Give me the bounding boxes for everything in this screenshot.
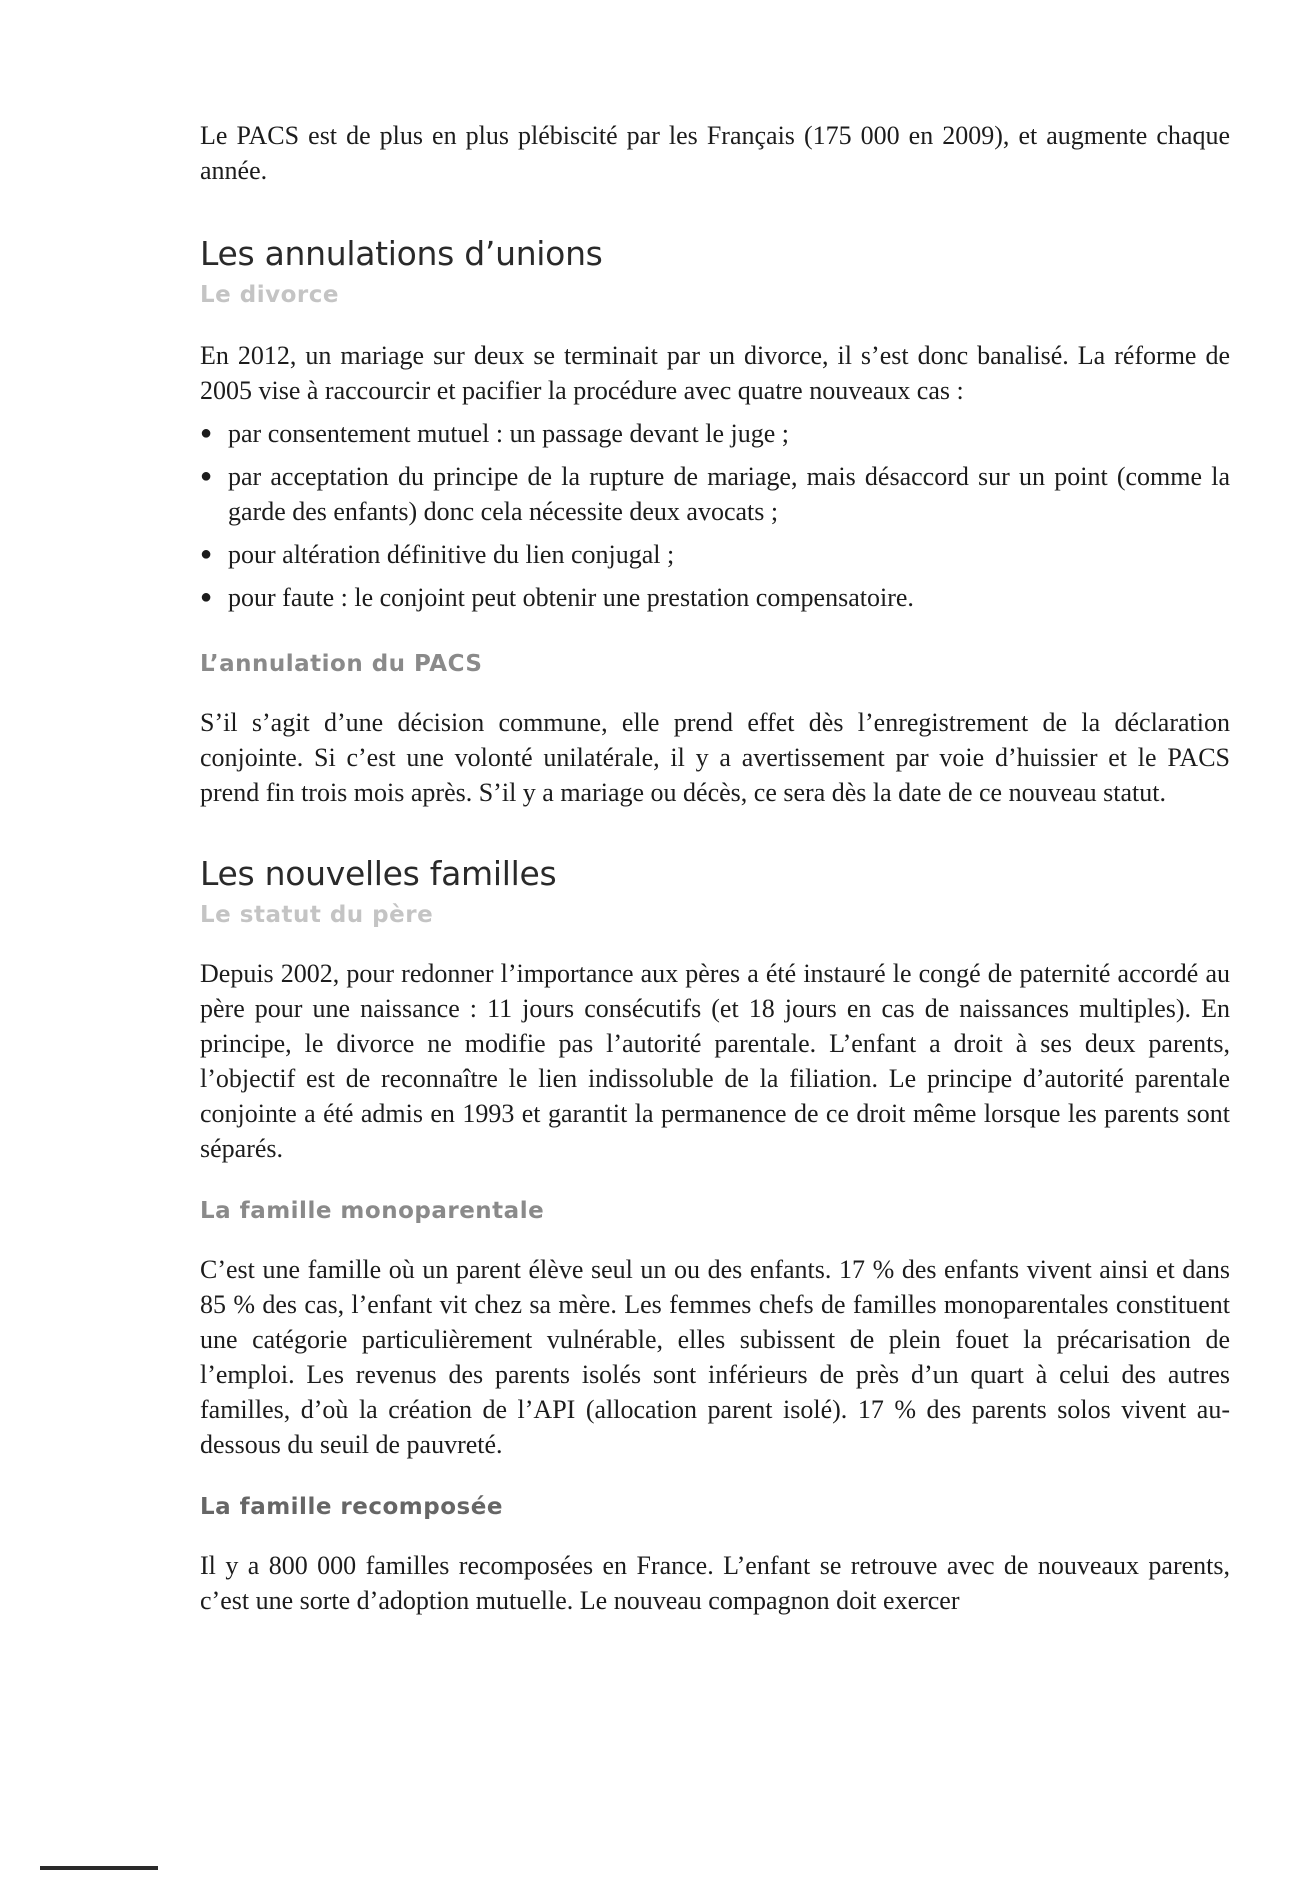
subsection-title-annulation-pacs: L’annulation du PACS (200, 651, 483, 677)
divorce-cases-list (200, 416, 1230, 615)
subsection-title-monoparentale: La famille monoparentale (200, 1198, 545, 1224)
list-item: ● pour altération définitive du lien conjugal ; (200, 537, 1230, 572)
subsection-title-statut-pere: Le statut du père (200, 902, 434, 928)
pere-paragraph: Depuis 2002, pour redonner l’importance aux pères a été instauré le congé de paternité accordé au père pour une naissance : 11 jours consécutifs (et 18 jours en cas de naissances multiples). En principe, le divorce ne modifie pas l’autorité parentale. L’enfant a droit à ses deux parents, l’objectif est de reconnaître le lien indissoluble de la filiation. Le principe d’autorité parentale conjointe a été admis en 1993 et garantit la permanence de ce droit même lorsque les parents sont séparés. (200, 959, 1230, 1163)
recomposee-paragraph: Il y a 800 000 familles recomposées en France. L’enfant se retrouve avec de nouveaux parents, c’est une sorte d’adoption mutuelle. Le nouveau compagnon doit exercer (200, 1551, 1230, 1615)
monoparentale-paragraph: C’est une famille où un parent élève seul un ou des enfants. 17 % des enfants vivent ainsi et dans 85 % des cas, l’enfant vit chez sa mère. Les femmes chefs de familles monoparentales constituent une catégorie particulièrement vulnérable, elles subissent de plein fouet la précarisation de l’emploi. Les revenus des parents isolés sont inférieurs de près d’un quart à celui des autres familles, d’où la création de l’API (allocation parent isolé). 17 % des parents solos vivent au-dessous du seuil de pauvreté. (200, 1255, 1230, 1459)
divorce-paragraph: En 2012, un mariage sur deux se terminait par un divorce, il s’est donc banalisé. La réforme de 2005 vise à raccourcir et pacifier la procédure avec quatre nouveaux cas : (200, 341, 1230, 405)
list-item: ● par consentement mutuel : un passage devant le juge ; (200, 416, 1230, 451)
document-page (200, 118, 1230, 1618)
list-item: ● pour faute : le conjoint peut obtenir une prestation compensatoire. (200, 580, 1230, 615)
subsection-title-recomposee: La famille recomposée (200, 1494, 503, 1520)
section-title-nouvelles-familles: Les nouvelles familles (200, 854, 557, 893)
pacs-paragraph: S’il s’agit d’une décision commune, elle prend effet dès l’enregistrement de la déclaration conjointe. Si c’est une volonté unilatérale, il y a avertissement par voie d’huissier et le PACS prend fin trois mois après. S’il y a mariage ou décès, ce sera dès la date de ce nouveau statut. (200, 708, 1230, 807)
intro-paragraph: Le PACS est de plus en plus plébiscité par les Français (175 000 en 2009), et augmente chaque année. (200, 121, 1230, 185)
subsection-title-divorce: Le divorce (200, 282, 339, 308)
page-footer-mark (40, 1866, 158, 1870)
section-title-annulations: Les annulations d’unions (200, 234, 603, 273)
list-item: ● par acceptation du principe de la rupture de mariage, mais désaccord sur un point (comme la garde des enfants) donc cela nécessite deux avocats ; (200, 459, 1230, 529)
